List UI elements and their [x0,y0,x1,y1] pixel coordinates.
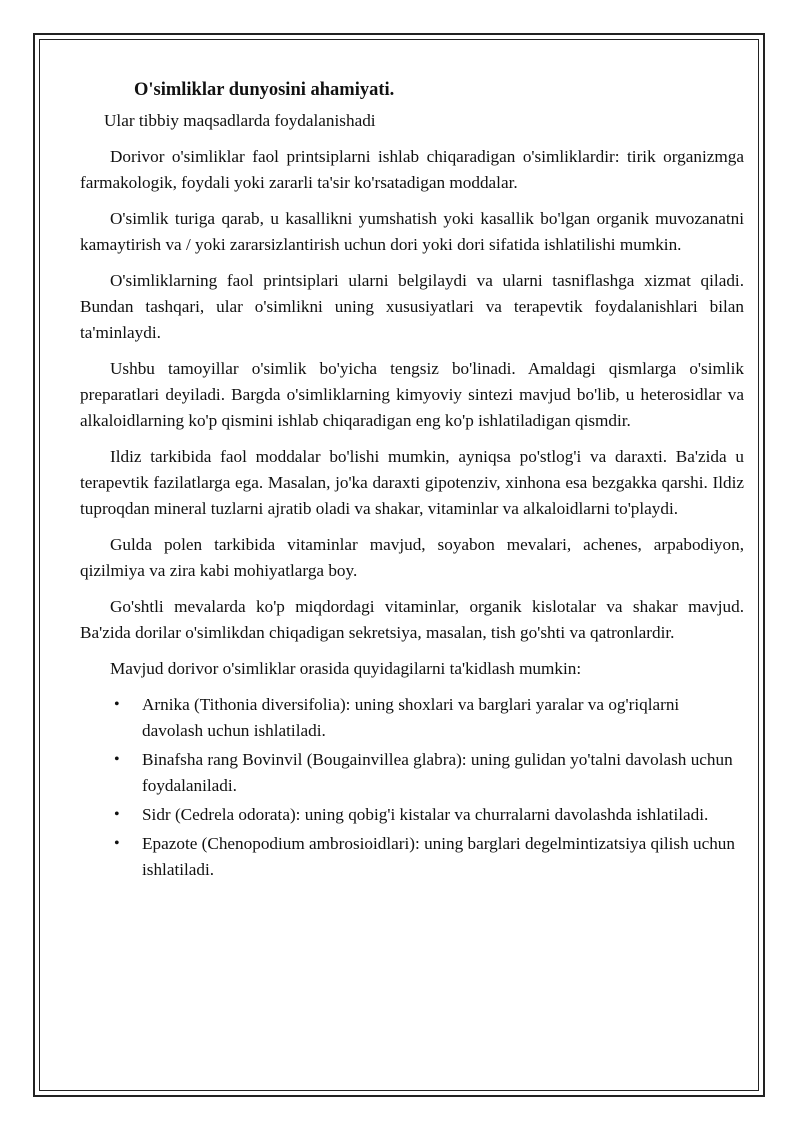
bullet-icon: • [114,751,120,768]
bullet-icon: • [114,696,120,713]
list-item-text: Arnika (Tithonia diversifolia): uning shoxlari va barglari yaralar va og'riqlarni davolash uchun ishlatiladi. [142,695,680,740]
list-item-text: Epazote (Chenopodium ambrosioidlari): uning barglari degelmintizatsiya qilish uchun ishlatiladi. [142,834,735,879]
paragraph: Gulda polen tarkibida vitaminlar mavjud, soyabon mevalari, achenes, arpabodiyon, qizilmiya va zira kabi mohiyatlarga boy. [80,535,744,580]
paragraph: Ushbu tamoyillar o'simlik bo'yicha tengsiz bo'linadi. Amaldagi qismlarga o'simlik preparatlari deyiladi. Bargda o'simliklarning kimyoviy sintezi mavjud bo'lib, u heterosidlar va alkaloidlarning ko'p qismini ishlab chiqaradigan eng ko'p ishlatiladigan qismdir. [80,359,744,430]
paragraph: Go'shtli mevalarda ko'p miqdordagi vitaminlar, organik kislotalar va shakar mavjud. Ba'zida dorilar o'simlikdan chiqadigan sekretsiya, masalan, tish go'shti va qatronlardir. [80,597,744,642]
paragraph: Mavjud dorivor o'simliklar orasida quyidagilarni ta'kidlash mumkin: [110,659,582,678]
list-item [80,747,744,799]
list-item [80,831,744,883]
paragraph: O'simlik turiga qarab, u kasallikni yumshatish yoki kasallik bo'lgan organik muvozanatni kamaytirish va / yoki zararsizlantirish uchun dori yoki dori sifatida ishlatilishi mumkin. [80,209,744,254]
bullet-icon: • [114,806,120,823]
list-item-text: Sidr (Cedrela odorata): uning qobig'i kistalar va churralarni davolashda ishlatiladi. [142,805,709,824]
paragraph: O'simliklarning faol printsiplari ularni belgilaydi va ularni tasniflashga xizmat qiladi. Bundan tashqari, ular o'simlikni uning xususiyatlari va terapevtik foydalanishlari bilan ta'minlaydi. [80,271,744,342]
document-title: O'simliklar dunyosini ahamiyati. [134,80,395,100]
plant-list [80,692,744,883]
document-subtitle: Ular tibbiy maqsadlarda foydalanishadi [104,111,376,130]
paragraph: Ildiz tarkibida faol moddalar bo'lishi mumkin, ayniqsa po'stlog'i va daraxti. Ba'zida u terapevtik fazilatlarga ega. Masalan, jo'ka daraxti gipotenziv, xinhona esa bezgakka qarshi. Ildiz tuproqdan mineral tuzlarni ajratib oladi va shakar, vitaminlar va alkaloidlarni to'playdi. [80,447,744,518]
list-item [80,692,744,744]
list-item-text: Binafsha rang Bovinvil (Bougainvillea glabra): uning gulidan yo'talni davolash uchun foydalaniladi. [142,750,733,795]
document-body [80,76,744,886]
list-item [80,802,744,828]
bullet-icon: • [114,835,120,852]
paragraph: Dorivor o'simliklar faol printsiplarni ishlab chiqaradigan o'simliklardir: tirik organizmga farmakologik, foydali yoki zararli ta'sir ko'rsatadigan moddalar. [80,147,744,192]
